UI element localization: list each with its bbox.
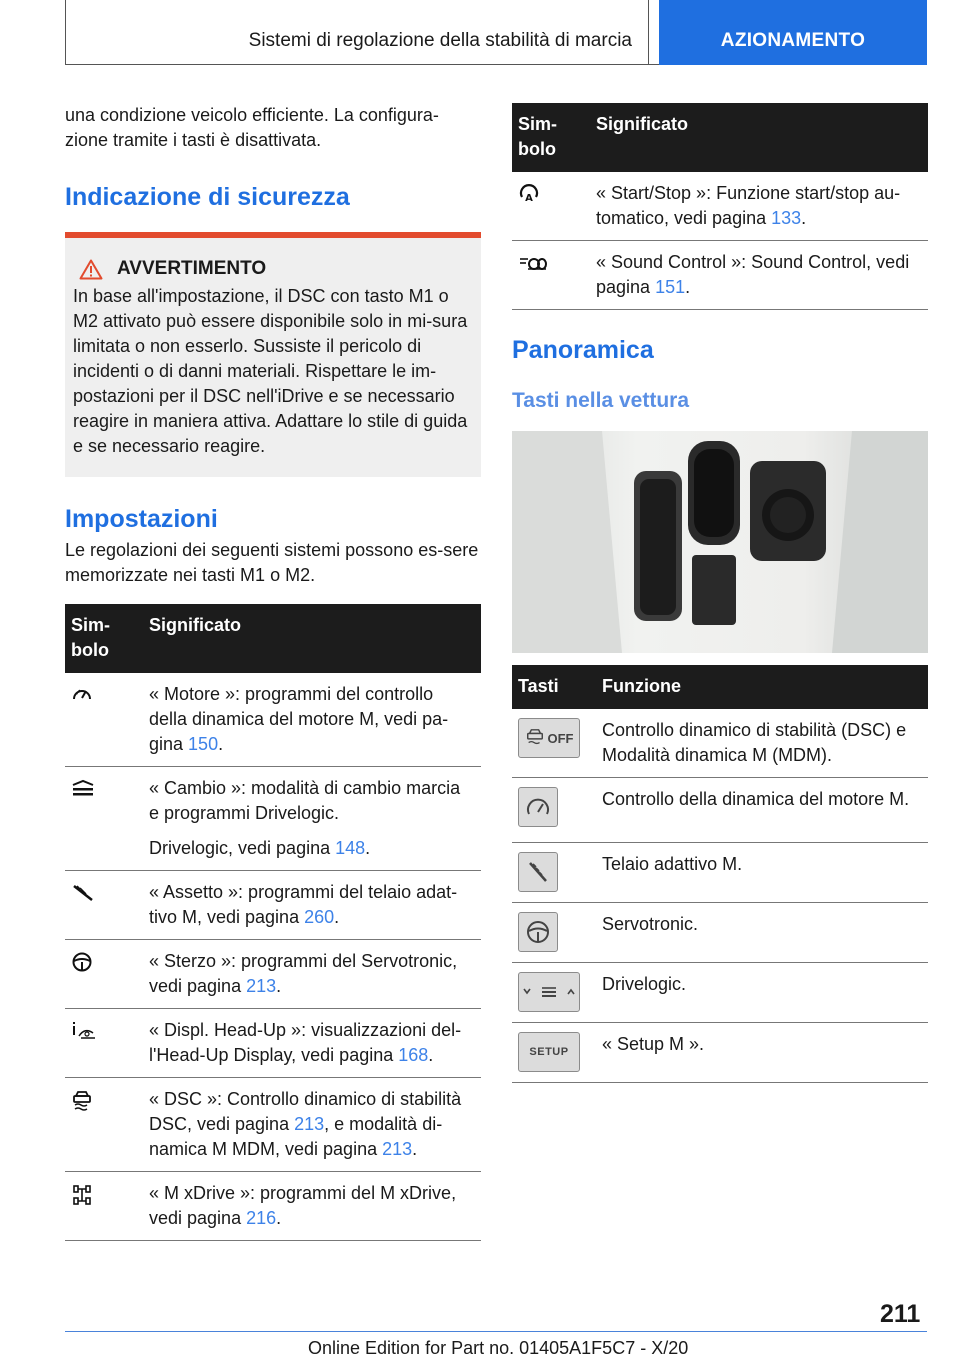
col-header-symbol: Sim-bolo <box>512 103 590 172</box>
col-header-meaning: Significato <box>143 604 481 673</box>
drivelogic-button-icon <box>518 972 580 1012</box>
adaptive-suspension-button-icon <box>518 852 558 892</box>
table-row: « Displ. Head-Up »: visualizzazioni del-l'Head-Up Display, vedi pagina 168. <box>65 1009 481 1078</box>
page-number: 211 <box>880 1300 921 1328</box>
page-link[interactable]: 260 <box>304 907 335 927</box>
header-title-box <box>65 0 649 65</box>
col-header-function: Funzione <box>596 665 928 709</box>
table-row: « M xDrive »: programmi del M xDrive, vedi pagina 216. <box>65 1172 481 1241</box>
gearbox-icon <box>71 779 95 806</box>
header-title: Sistemi di regolazione della stabilità di marcia <box>248 30 632 51</box>
page-link[interactable]: 168 <box>398 1045 429 1065</box>
table-row: « Sound Control »: Sound Control, vedi pagina 151. <box>512 241 928 310</box>
table-row: « DSC »: Controllo dinamico di stabilità DSC, vedi pagina 213, e modalità di-namica M MDM, vedi pagina 213. <box>65 1078 481 1172</box>
settings-heading: Impostazioni <box>65 505 218 533</box>
page-link[interactable]: 213 <box>382 1139 413 1159</box>
sound-control-icon <box>518 253 548 280</box>
center-console-photo <box>512 431 928 653</box>
buttons-heading: Tasti nella vettura <box>512 389 690 412</box>
symbol-table-right <box>512 103 928 310</box>
page-link[interactable]: 151 <box>655 277 686 297</box>
right-column <box>512 103 928 1083</box>
table-row: SETUP « Setup M ». <box>512 1023 928 1083</box>
table-row: Telaio adattivo M. <box>512 843 928 903</box>
section-tab-label: AZIONAMENTO <box>720 30 866 51</box>
warning-header <box>79 258 473 280</box>
page-link[interactable]: 133 <box>771 208 802 228</box>
footer-edition: Online Edition for Part no. 01405A1F5C7 - X/20 <box>308 1338 689 1358</box>
table-row: Controllo della dinamica del motore M. <box>512 778 928 843</box>
page-link[interactable]: 148 <box>335 838 366 858</box>
table-row: « Sterzo »: programmi del Servotronic, vedi pagina 213. <box>65 940 481 1009</box>
table-row: « Assetto »: programmi del telaio adat-tivo M, vedi pagina 260. <box>65 871 481 940</box>
engine-gauge-icon <box>71 685 93 710</box>
dsc-icon <box>71 1090 93 1119</box>
suspension-icon <box>71 883 95 910</box>
steering-wheel-icon <box>71 952 93 979</box>
table-row: « Motore »: programmi del controllo della dinamica del motore M, vedi pa-gina 150. <box>65 673 481 767</box>
overview-heading: Panoramica <box>512 336 654 364</box>
engine-dynamics-button-icon <box>518 787 558 827</box>
servotronic-button-icon <box>518 912 558 952</box>
col-header-meaning: Significato <box>590 103 928 172</box>
symbol-table-left <box>65 604 481 1241</box>
warning-text: In base all'impostazione, il DSC con tasto M1 o M2 attivato può essere disponibile solo in mi-sura limitata o non esserlo. Sussiste il pericolo di incidenti o di danni materiali. Rispettare le im-postazioni per il DSC nell'iDrive e se necessario reagire in maniera attiva. Adattare lo stile di guida e se necessario reagire. <box>73 286 468 456</box>
page-link[interactable]: 213 <box>246 976 277 996</box>
footer-rule <box>65 1331 927 1332</box>
section-tab[interactable] <box>659 0 927 65</box>
col-header-buttons: Tasti <box>512 665 596 709</box>
dsc-off-button-icon: OFF <box>518 718 580 758</box>
setup-button-icon: SETUP <box>518 1032 580 1072</box>
table-row: « Cambio »: modalità di cambio marcia e programmi Drivelogic. Drivelogic, vedi pagina 148. <box>65 767 481 871</box>
table-row: Drivelogic. <box>512 963 928 1023</box>
xdrive-icon <box>71 1184 93 1213</box>
page-link[interactable]: 150 <box>188 734 219 754</box>
buttons-table <box>512 665 928 1083</box>
warning-triangle-icon <box>79 259 103 280</box>
page-link[interactable]: 213 <box>294 1114 325 1134</box>
settings-paragraph: Le regolazioni dei seguenti sistemi possono es-sere memorizzate nei tasti M1 o M2. <box>65 540 479 585</box>
left-column <box>65 103 481 1241</box>
head-up-display-icon <box>71 1021 97 1048</box>
start-stop-icon <box>518 184 540 213</box>
safety-heading: Indicazione di sicurezza <box>65 183 350 211</box>
intro-paragraph: una condizione veicolo efficiente. La configura-zione tramite i tasti è disattivata. <box>65 105 439 150</box>
svg-text:A: A <box>525 193 533 204</box>
page-link[interactable]: 216 <box>246 1208 277 1228</box>
table-row: OFF Controllo dinamico di stabilità (DSC) e Modalità dinamica M (MDM). <box>512 709 928 778</box>
table-row: Servotronic. <box>512 903 928 963</box>
warning-title: AVVERTIMENTO <box>117 258 267 279</box>
warning-box <box>65 232 481 477</box>
col-header-symbol: Sim-bolo <box>65 604 143 673</box>
table-row: A « Start/Stop »: Funzione start/stop au-tomatico, vedi pagina 133. <box>512 172 928 241</box>
